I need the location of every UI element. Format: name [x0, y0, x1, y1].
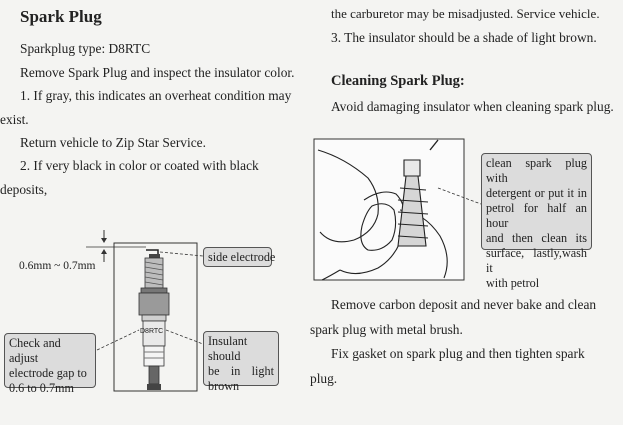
carburetor-line: the carburetor may be misadjusted. Service vehicle.	[331, 6, 600, 21]
insulant-callout-line: brown	[208, 379, 240, 393]
remove-carbon-line-2: spark plug with metal brush.	[310, 322, 463, 337]
return-vehicle-line: Return vehicle to Zip Star Service.	[20, 135, 206, 150]
insulant-callout-line: Insulant should	[208, 334, 248, 363]
remove-carbon-line-1: Remove carbon deposit and never bake and clean	[331, 297, 597, 312]
item-1-line-2: exist.	[0, 112, 29, 127]
clean-callout-line: petrol for half an hour	[486, 201, 587, 230]
sparkplug-type-line: Sparkplug type: D8RTC	[20, 41, 151, 56]
plug-marking: D8RTC	[140, 328, 164, 335]
item-3-line: 3. The insulator should be a shade of light brown.	[331, 30, 597, 45]
item-1-line-1: 1. If gray, this indicates an overheat condition may	[20, 88, 292, 103]
clean-callout-line: with petrol	[486, 276, 540, 290]
check-callout-line: 0.6 to 0.7mm	[9, 381, 75, 395]
check-callout-line: electrode gap to	[9, 366, 87, 380]
insulant-callout-line: be in light	[208, 364, 274, 378]
clean-callout-line: detergent or put it in	[486, 186, 587, 200]
clean-callout-line: clean spark plug with	[486, 156, 587, 185]
cleaning-heading: Cleaning Spark Plug:	[331, 73, 465, 89]
check-callout-line: Check and adjust	[9, 336, 61, 365]
page-title: Spark Plug	[20, 7, 102, 26]
item-2-line-1: 2. If very black in color or coated with black	[20, 158, 259, 173]
fix-gasket-line-1: Fix gasket on spark plug and then tighten spark	[331, 346, 585, 361]
clean-callout-line: surface, lastly,wash it	[486, 246, 587, 275]
side-electrode-label: side electrode	[208, 250, 276, 264]
cleaning-instructions-callout	[481, 153, 592, 290]
remove-inspect-line: Remove Spark Plug and inspect the insulator color.	[20, 65, 295, 80]
gap-measurement-label: 0.6mm ~ 0.7mm	[19, 260, 96, 272]
avoid-damage-line: Avoid damaging insulator when cleaning spark plug.	[331, 99, 614, 114]
clean-callout-line: and then clean its	[486, 231, 587, 245]
fix-gasket-line-2: plug.	[310, 371, 338, 386]
item-2-line-2: deposits,	[0, 182, 48, 197]
